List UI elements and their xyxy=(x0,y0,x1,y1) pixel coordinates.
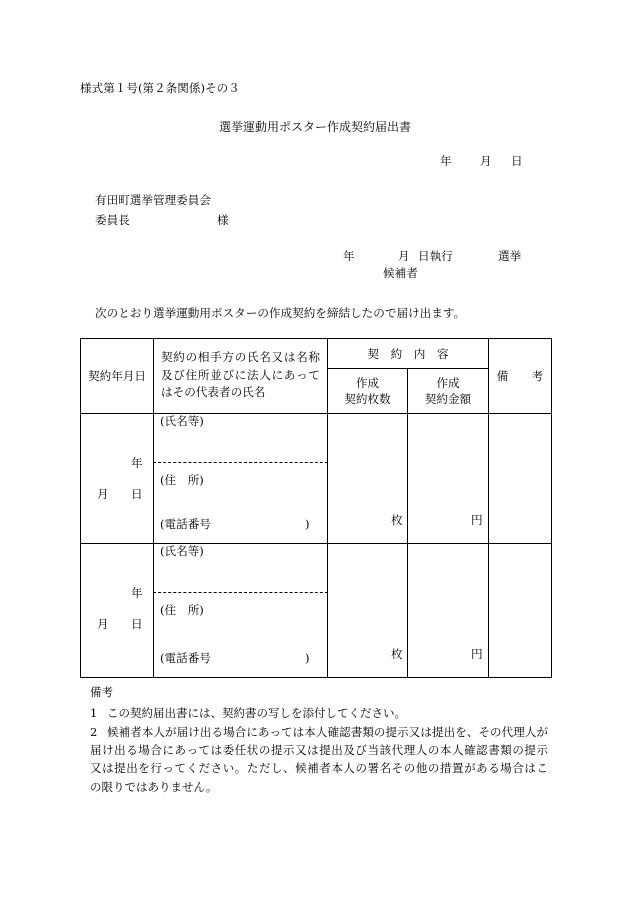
contract-date-cell xyxy=(80,413,154,544)
amount-unit-label: 円 xyxy=(471,647,483,661)
sheet-unit-label: 枚 xyxy=(391,513,403,527)
note-number: 2 xyxy=(90,725,98,739)
month-label: 月 xyxy=(97,487,109,501)
header-amount-line: 作成 xyxy=(436,376,460,390)
remarks-cell xyxy=(488,413,552,544)
note-line: の限りではありません。 xyxy=(90,780,218,794)
day-label: 日 xyxy=(131,617,143,631)
year-label: 年 xyxy=(131,456,143,470)
header-counterparty-text xyxy=(161,349,320,402)
header-sheet-count xyxy=(327,368,408,414)
address-label: (住 所) xyxy=(160,603,204,617)
day-label: 日 xyxy=(131,487,143,501)
name-label: (氏名等) xyxy=(160,414,204,428)
election-label: 選挙 xyxy=(498,249,522,263)
dashed-divider xyxy=(153,592,328,593)
note-line: 又は提出を行ってください。ただし、候補者本人の署名その他の措置がある場合はこ xyxy=(90,761,548,775)
sheet-unit-label: 枚 xyxy=(391,647,403,661)
document-title: 選挙運動用ポスター作成契約届出書 xyxy=(218,120,411,134)
phone-close-paren: ) xyxy=(305,651,310,665)
addressee-organization: 有田町選挙管理委員会 xyxy=(95,193,211,207)
header-contract-details xyxy=(327,338,489,369)
header-counterparty xyxy=(153,338,328,414)
intro-text: 次のとおり選挙運動用ポスターの作成契約を締結したので届け出ます。 xyxy=(95,306,466,320)
submission-day-label: 日 xyxy=(511,154,523,168)
header-contract-date xyxy=(80,338,154,414)
election-day-label: 日執行 xyxy=(418,249,453,263)
header-sheet-count-line: 作成 xyxy=(355,376,380,390)
header-contract-details-label: 契 約 内 容 xyxy=(367,346,449,361)
phone-close-paren: ) xyxy=(305,517,310,531)
header-sheet-count-line: 契約枚数 xyxy=(344,392,391,406)
addressee-title: 委員長 xyxy=(95,213,130,227)
table-row xyxy=(80,413,552,544)
header-amount xyxy=(407,368,489,414)
note-line: 候補者本人が届け出る場合にあっては本人確認書類の提示又は提出を、その代理人が xyxy=(107,725,548,739)
header-counterparty-line: はその代表者の氏名 xyxy=(161,385,266,399)
addressee-honorific: 様 xyxy=(217,213,229,227)
note-line: この契約届出書には、契約書の写しを添付してください。 xyxy=(107,706,406,720)
sheet-count-cell xyxy=(327,543,408,678)
remarks-cell xyxy=(488,543,552,678)
header-remarks-label: 備 考 xyxy=(496,369,544,383)
election-year-label: 年 xyxy=(343,249,355,263)
amount-unit-label: 円 xyxy=(471,513,483,527)
header-counterparty-line: 契約の相手方の氏名又は名称 xyxy=(161,350,320,364)
sheet-count-cell xyxy=(327,413,408,544)
month-label: 月 xyxy=(97,617,109,631)
contract-date-cell xyxy=(80,543,154,678)
header-contract-date-label: 契約年月日 xyxy=(88,369,146,383)
year-label: 年 xyxy=(131,586,143,600)
submission-month-label: 月 xyxy=(480,154,492,168)
notes-heading: 備考 xyxy=(90,685,113,699)
dashed-divider xyxy=(153,462,328,463)
note-number: 1 xyxy=(90,706,98,720)
header-remarks xyxy=(488,338,552,414)
name-label: (氏名等) xyxy=(160,544,204,558)
candidate-label: 候補者 xyxy=(383,266,418,280)
address-label: (住 所) xyxy=(160,473,204,487)
election-month-label: 月 xyxy=(398,249,410,263)
header-amount-line: 契約金額 xyxy=(424,392,472,406)
counterparty-cell xyxy=(153,413,328,544)
phone-label: (電話番号 xyxy=(160,517,211,531)
amount-cell xyxy=(407,543,489,678)
table-row xyxy=(80,543,552,678)
table-header-row xyxy=(80,338,552,414)
note-line: 届け出る場合にあっては委任状の提示又は提出及び当該代理人の本人確認書類の提示 xyxy=(90,743,548,757)
header-counterparty-line: 及び住所並びに法人にあって xyxy=(161,367,320,382)
phone-label: (電話番号 xyxy=(160,651,211,665)
submission-year-label: 年 xyxy=(440,154,452,168)
counterparty-cell xyxy=(153,543,328,678)
form-number: 様式第１号(第２条関係)その３ xyxy=(80,81,240,95)
amount-cell xyxy=(407,413,489,544)
